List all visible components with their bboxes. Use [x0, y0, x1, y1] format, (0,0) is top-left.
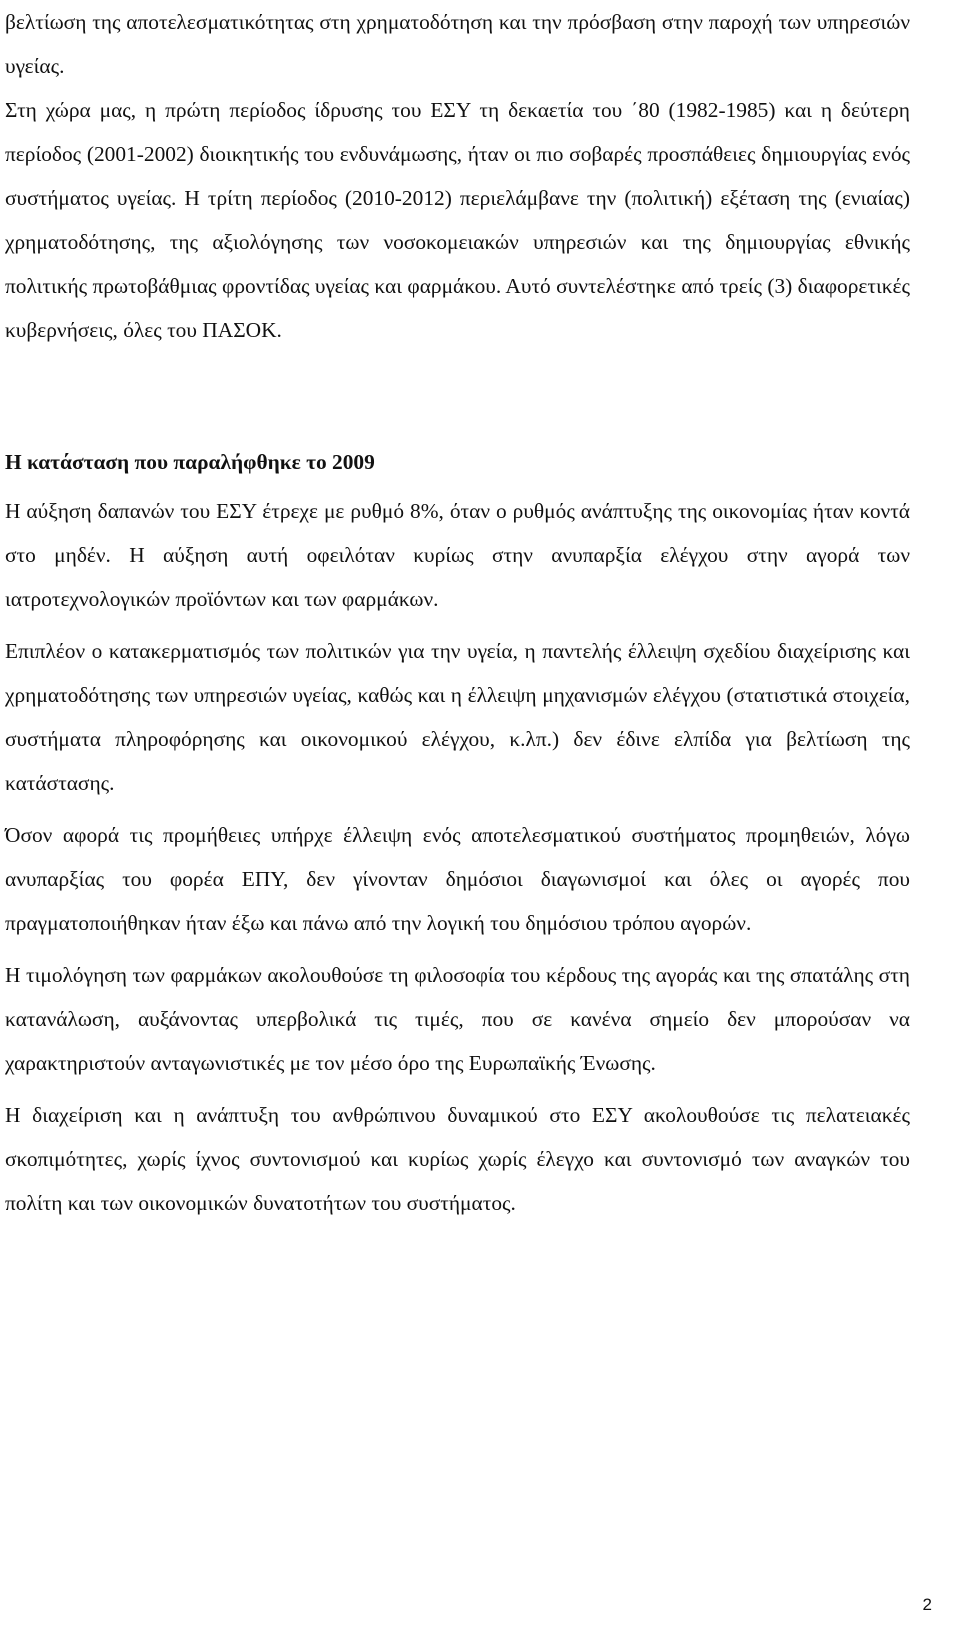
spacer	[5, 352, 910, 440]
paragraph-esy-history: Στη χώρα μας, η πρώτη περίοδος ίδρυσης του ΕΣΥ τη δεκαετία του ΄80 (1982-1985) και η δεύτερη περίοδος (2001-2002) διοικητικής του ενδυνάμωσης, ήταν οι πιο σοβαρές προσπάθειες δημιουργίας ενός συστήματος υγείας. Η τρίτη περίοδος (2010-2012) περιελάμβανε την (πολιτική) εξέταση της (ενιαίας) χρηματοδότησης, της αξιολόγησης των νοσοκομειακών υπηρεσιών και της δημιουργίας εθνικής πολιτικής πρωτοβάθμιας φροντίδας υγείας και φαρμάκου. Αυτό συντελέστηκε από τρείς (3) διαφορετικές κυβερνήσεις, όλες του ΠΑΣΟΚ.	[5, 98, 910, 342]
paragraph-spending-growth: Η αύξηση δαπανών του ΕΣΥ έτρεχε με ρυθμό 8%, όταν ο ρυθμός ανάπτυξης της οικονομίας ήταν κοντά στο μηδέν. Η αύξηση αυτή οφειλόταν κυρίως στην ανυπαρξία ελέγχου στην αγορά των ιατροτεχνολογικών προϊόντων και των φαρμάκων.	[5, 499, 910, 611]
paragraph-human-resources: Η διαχείριση και η ανάπτυξη του ανθρώπινου δυναμικού στο ΕΣΥ ακολουθούσε τις πελατειακές σκοπιμότητες, χωρίς ίχνος συντονισμού και κυρίως χωρίς έλεγχο και συντονισμό των αναγκών του πολίτη και των οικονομικών δυνατοτήτων του συστήματος.	[5, 1103, 910, 1215]
paragraph-policy-fragmentation: Επιπλέον ο κατακερματισμός των πολιτικών για την υγεία, η παντελής έλλειψη σχεδίου διαχείρισης και χρηματοδότησης των υπηρεσιών υγείας, καθώς και η έλλειψη μηχανισμών ελέγχου (στατιστικά στοιχεία, συστήματα πληροφόρησης και οικονομικού ελέγχου, κ.λπ.) δεν έδινε ελπίδα για βελτίωση της κατάστασης.	[5, 639, 910, 795]
document-page	[5, 0, 910, 1225]
section-heading: Η κατάσταση που παραλήφθηκε το 2009	[5, 450, 375, 474]
paragraph-drug-pricing: Η τιμολόγηση των φαρμάκων ακολουθούσε τη φιλοσοφία του κέρδους της αγοράς και της σπατάλης στη κατανάλωση, αυξάνοντας υπερβολικά τις τιμές, που σε κανένα σημείο δεν μπορούσαν να χαρακτηριστούν ανταγωνιστικές με τον μέσο όρο της Ευρωπαϊκής Ένωσης.	[5, 963, 910, 1075]
page-number: 2	[922, 1595, 932, 1614]
paragraph-intro-continuation: βελτίωση της αποτελεσματικότητας στη χρηματοδότηση και την πρόσβαση στην παροχή των υπηρεσιών υγείας.	[5, 10, 910, 78]
paragraph-procurement: Όσον αφορά τις προμήθειες υπήρχε έλλειψη ενός αποτελεσματικού συστήματος προμηθειών, λόγω ανυπαρξίας του φορέα ΕΠΥ, δεν γίνονταν δημόσιοι διαγωνισμοί και όλες οι αγορές που πραγματοποιήθηκαν ήταν έξω και πάνω από την λογική του δημόσιου τρόπου αγορών.	[5, 823, 910, 935]
